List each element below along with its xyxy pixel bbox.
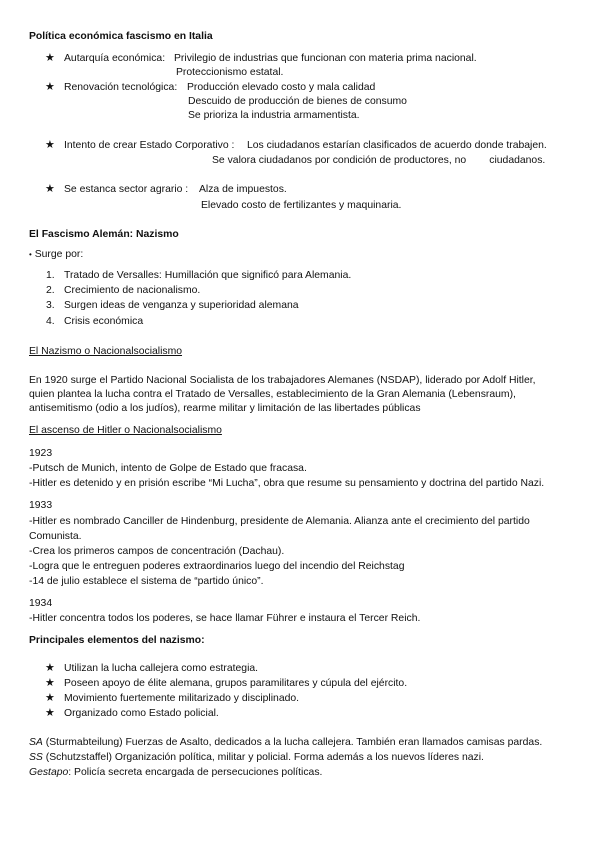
star-bullet-icon: ★ bbox=[45, 139, 55, 151]
event-line: -Crea los primeros campos de concentración (Dachau). bbox=[29, 546, 285, 557]
subheading-nacionalsocialismo: El Nazismo o Nacionalsocialismo bbox=[29, 346, 183, 357]
item-line: Proteccionismo estatal. bbox=[176, 67, 284, 78]
year-label: 1934 bbox=[29, 598, 53, 609]
event-line: -14 de julio establece el sistema de “partido único”. bbox=[29, 576, 264, 587]
list-number: 1. bbox=[46, 270, 55, 281]
item-line: Elevado costo de fertilizantes y maquinaria. bbox=[201, 200, 402, 211]
list-item: Crecimiento de nacionalismo. bbox=[64, 285, 201, 296]
item-line: Producción elevado costo y mala calidad bbox=[187, 82, 376, 93]
org-term: SS bbox=[29, 752, 43, 763]
item-line: Se valora ciudadanos por condición de productores, no ciudadanos. bbox=[212, 155, 546, 166]
list-item: Movimiento fuertemente militarizado y disciplinado. bbox=[64, 693, 300, 704]
org-term: SA bbox=[29, 737, 43, 748]
star-bullet-icon: ★ bbox=[45, 692, 55, 704]
paragraph-line: quien plantea la lucha contra el Tratado de Versalles, establecimiento de la Gran Alemania (Lebensraum), bbox=[29, 389, 516, 400]
item-label: Se estanca sector agrario : bbox=[64, 184, 189, 195]
list-number: 3. bbox=[46, 300, 55, 311]
star-bullet-icon: ★ bbox=[45, 707, 55, 719]
section-title-nazismo: El Fascismo Alemán: Nazismo bbox=[29, 229, 179, 240]
list-item: Poseen apoyo de élite alemana, grupos paramilitares y cúpula del ejército. bbox=[64, 678, 408, 689]
event-line: -Hitler es detenido y en prisión escribe “Mi Lucha”, obra que resume su pensamiento y doctrina del partido Nazi. bbox=[29, 478, 545, 489]
star-bullet-icon: ★ bbox=[45, 52, 55, 64]
star-bullet-icon: ★ bbox=[45, 662, 55, 674]
list-item: Organizado como Estado policial. bbox=[64, 708, 219, 719]
paragraph-line: En 1920 surge el Partido Nacional Socialista de los trabajadores Alemanes (NSDAP), liderado por Adolf Hitler, bbox=[29, 375, 536, 386]
bullet-dot-icon: • bbox=[29, 250, 32, 259]
event-line: -Logra que le entreguen poderes extraordinarios luego del incendio del Reichstag bbox=[29, 561, 405, 572]
org-desc: : Policía secreta encargada de persecuciones políticas. bbox=[68, 767, 323, 778]
list-number: 4. bbox=[46, 316, 55, 327]
subheading-ascenso: El ascenso de Hitler o Nacionalsocialismo bbox=[29, 425, 222, 436]
year-label: 1933 bbox=[29, 500, 53, 511]
paragraph-line: antisemitismo (odio a los judíos), rearme militar y limitación de las libertades públicas bbox=[29, 403, 421, 414]
list-number: 2. bbox=[46, 285, 55, 296]
intro-text: Surge por: bbox=[34, 249, 84, 260]
org-entry-ss bbox=[29, 751, 484, 764]
star-bullet-icon: ★ bbox=[45, 81, 55, 93]
star-bullet-icon: ★ bbox=[45, 183, 55, 195]
org-entry-gestapo bbox=[29, 766, 322, 779]
section-title-elementos: Principales elementos del nazismo: bbox=[29, 635, 205, 646]
item-line: Los ciudadanos estarían clasificados de acuerdo donde trabajen. bbox=[247, 140, 547, 151]
list-item: Crisis económica bbox=[64, 316, 144, 327]
org-desc: (Schutzstaffel) Organización política, militar y policial. Forma además a los nuevos líderes nazi. bbox=[42, 752, 484, 763]
item-line: Privilegio de industrias que funcionan con materia prima nacional. bbox=[174, 53, 477, 64]
year-label: 1923 bbox=[29, 448, 53, 459]
list-item: Utilizan la lucha callejera como estrategia. bbox=[64, 663, 259, 674]
event-line: -Hitler es nombrado Canciller de Hindenburg, presidente de Alemania. Alianza ante el crecimiento del partido bbox=[29, 516, 530, 527]
item-line: Descuido de producción de bienes de consumo bbox=[188, 96, 407, 107]
list-item: Tratado de Versalles: Humillación que significó para Alemania. bbox=[64, 270, 352, 281]
event-line: -Putsch de Munich, intento de Golpe de Estado que fracasa. bbox=[29, 463, 307, 474]
list-item: Surgen ideas de venganza y superioridad alemana bbox=[64, 300, 299, 311]
star-bullet-icon: ★ bbox=[45, 677, 55, 689]
org-entry-sa bbox=[29, 736, 542, 749]
intro-line bbox=[29, 248, 83, 261]
event-line: -Hitler concentra todos los poderes, se hace llamar Führer e instaura el Tercer Reich. bbox=[29, 613, 421, 624]
item-label: Intento de crear Estado Corporativo : bbox=[64, 140, 235, 151]
section-title-italia: Política económica fascismo en Italia bbox=[29, 31, 213, 42]
item-label: Renovación tecnológica: bbox=[64, 82, 178, 93]
item-line: Se prioriza la industria armamentista. bbox=[188, 110, 360, 121]
item-label: Autarquía económica: bbox=[64, 53, 166, 64]
org-term: Gestapo bbox=[29, 767, 69, 778]
event-line: Comunista. bbox=[29, 531, 82, 542]
org-desc: (Sturmabteilung) Fuerzas de Asalto, dedicados a la lucha callejera. También eran llamados camisas pardas. bbox=[42, 737, 543, 748]
item-line: Alza de impuestos. bbox=[199, 184, 287, 195]
